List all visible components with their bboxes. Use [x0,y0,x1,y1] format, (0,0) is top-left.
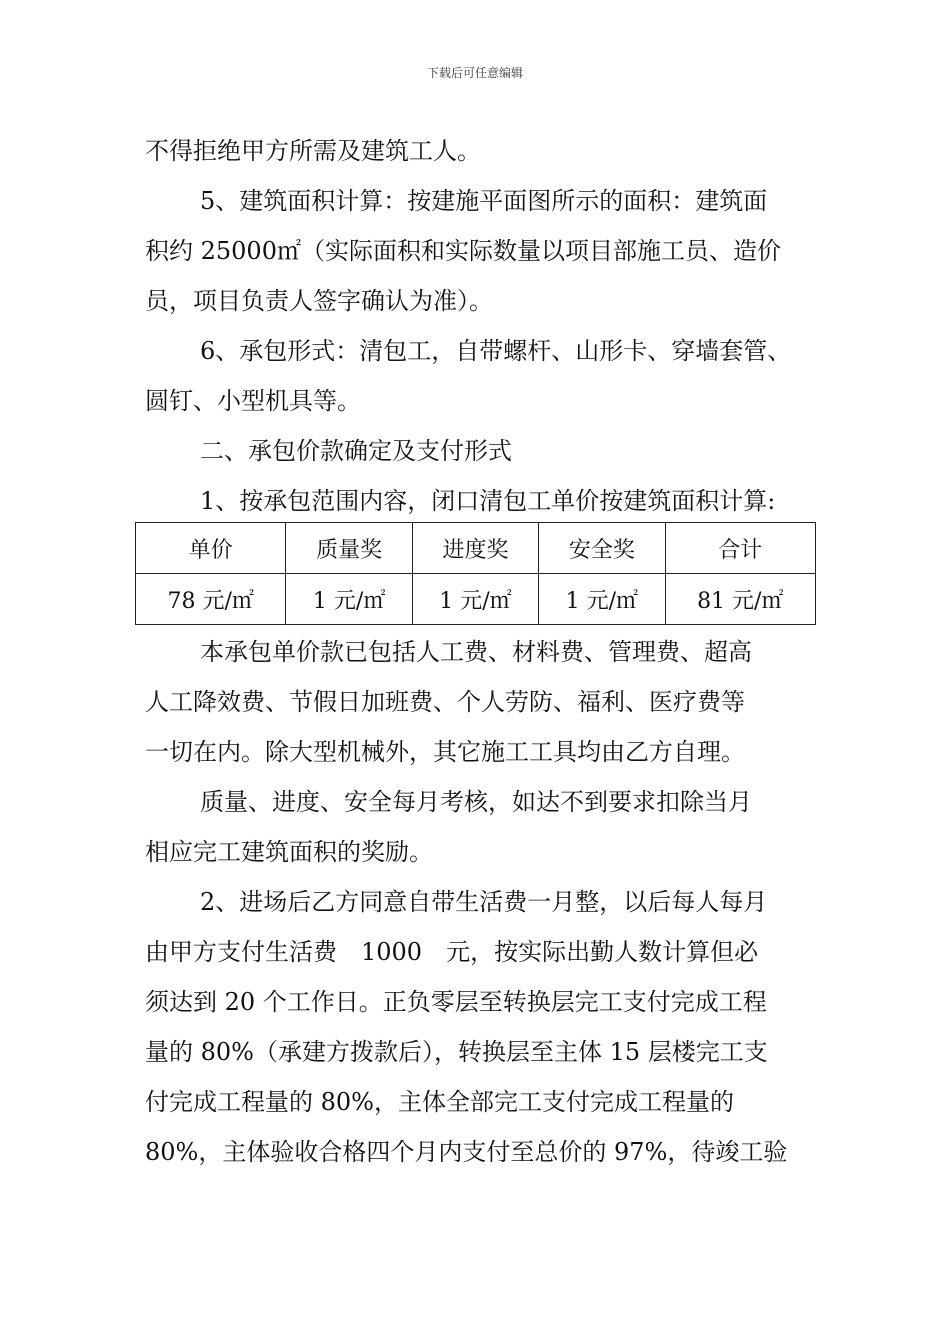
text-line: 不得拒绝甲方所需及建筑工人。 [145,137,481,165]
table-header-cell: 质量奖 [286,523,412,574]
page-header: 下载后可任意编辑 [426,66,523,80]
table-header-cell: 进度奖 [412,523,538,574]
table-row [136,574,816,625]
table-cell: 78 元/㎡ [136,574,286,625]
table-cell: 1 元/㎡ [286,574,412,625]
text-line: 本承包单价款已包括人工费、材料费、管理费、超高 [200,638,752,666]
table-header-cell: 合计 [665,523,815,574]
table-header-row [136,523,816,574]
text-line: 积约 25000㎡（实际面积和实际数量以项目部施工员、造价 [145,237,781,265]
text-line: 相应完工建筑面积的奖励。 [145,838,433,866]
text-line: 圆钉、小型机具等。 [145,387,361,415]
table-header-cell: 单价 [136,523,286,574]
text-line: 质量、进度、安全每月考核，如达不到要求扣除当月 [200,788,752,816]
table-cell: 1 元/㎡ [412,574,538,625]
text-line: 员，项目负责人签字确认为准）。 [145,287,493,315]
text-line: 2、进场后乙方同意自带生活费一月整，以后每人每月 [200,888,768,916]
text-line: 一切在内。除大型机械外，其它施工工具均由乙方自理。 [145,738,745,766]
text-line: 1、按承包范围内容，闭口清包工单价按建筑面积计算: [200,487,776,515]
text-line: 付完成工程量的 80%，主体全部完工支付完成工程量的 [145,1088,734,1116]
price-table [135,522,816,625]
text-line: 由甲方支付生活费 1000 元，按实际出勤人数计算但必 [145,938,759,966]
text-line: 6、承包形式：清包工，自带螺杆、山形卡、穿墙套管、 [200,337,792,365]
text-line: 80%，主体验收合格四个月内支付至总价的 97%，待竣工验 [145,1138,788,1166]
text-line: 5、建筑面积计算：按建施平面图所示的面积：建筑面 [200,187,768,215]
text-line: 须达到 20 个工作日。正负零层至转换层完工支付完成工程 [145,988,767,1016]
table-cell: 1 元/㎡ [539,574,665,625]
table-cell: 81 元/㎡ [665,574,815,625]
table-header-cell: 安全奖 [539,523,665,574]
text-line: 人工降效费、节假日加班费、个人劳防、福利、医疗费等 [145,688,745,716]
text-line: 二、承包价款确定及支付形式 [200,437,512,465]
text-line: 量的 80%（承建方拨款后），转换层至主体 15 层楼完工支 [145,1038,768,1066]
